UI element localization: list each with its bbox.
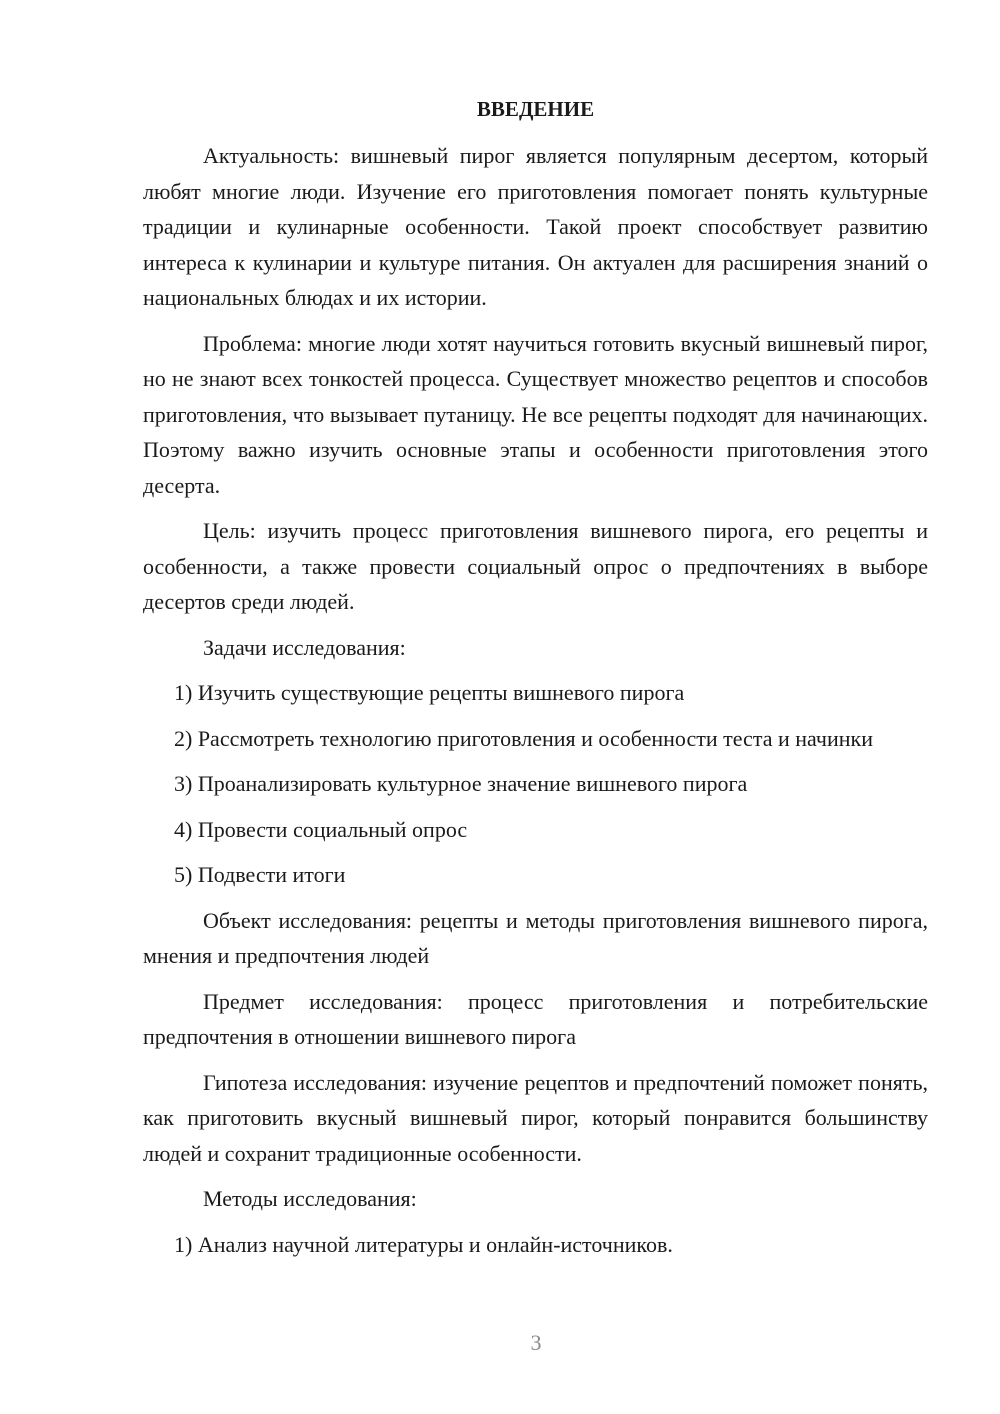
task-item: 5) Подвести итоги	[174, 862, 346, 887]
task-item: 4) Провести социальный опрос	[174, 816, 468, 842]
tasks-title: Задачи исследования:	[203, 634, 406, 660]
hypothesis-paragraph: Гипотеза исследования: изучение рецептов и предпочтений поможет понять, как приготовить вкусный вишневый пирог, который понравится большинству людей и сохранит традиционные особенности.	[143, 1069, 928, 1166]
task-item: 3) Проанализировать культурное значение вишневого пирога	[174, 771, 748, 796]
object-paragraph: Объект исследования: рецепты и методы приготовления вишневого пирога, мнения и предпочтения людей	[143, 907, 928, 968]
goal-paragraph: Цель: изучить процесс приготовления вишневого пирога, его рецепты и особенности, а также провести социальный опрос о предпочтениях в выборе десертов среди людей.	[143, 518, 928, 614]
method-item: 1) Анализ научной литературы и онлайн-источников.	[174, 1231, 673, 1257]
page-content	[143, 92, 928, 1272]
methods-title: Методы исследования:	[203, 1186, 417, 1211]
task-item: 1) Изучить существующие рецепты вишневого пирога	[174, 680, 685, 705]
task-item: 2) Рассмотреть технологию приготовления и особенности теста и начинки	[174, 725, 873, 751]
problem-paragraph: Проблема: многие люди хотят научиться готовить вкусный вишневый пирог, но не знают всех тонкостей процесса. Существует множество рецептов и способов приготовления, что вызывает путаницу. Не все рецепты подходят для начинающих. Поэтому важно изучить основные этапы и особенности приготовления этого десерта.	[143, 330, 928, 498]
section-heading: ВВЕДЕНИЕ	[476, 97, 595, 121]
relevance-paragraph: Актуальность: вишневый пирог является популярным десертом, который любят многие люди. Изучение его приготовления помогает понять культурные традиции и кулинарные особенности. Такой проект способствует развитию интереса к кулинарии и культуре питания. Он актуален для расширения знаний о национальных блюдах и их истории.	[143, 143, 928, 310]
subject-paragraph: Предмет исследования: процесс приготовления и потребительские предпочтения в отношении вишневого пирога	[143, 988, 928, 1049]
page-number: 3	[530, 1330, 542, 1355]
